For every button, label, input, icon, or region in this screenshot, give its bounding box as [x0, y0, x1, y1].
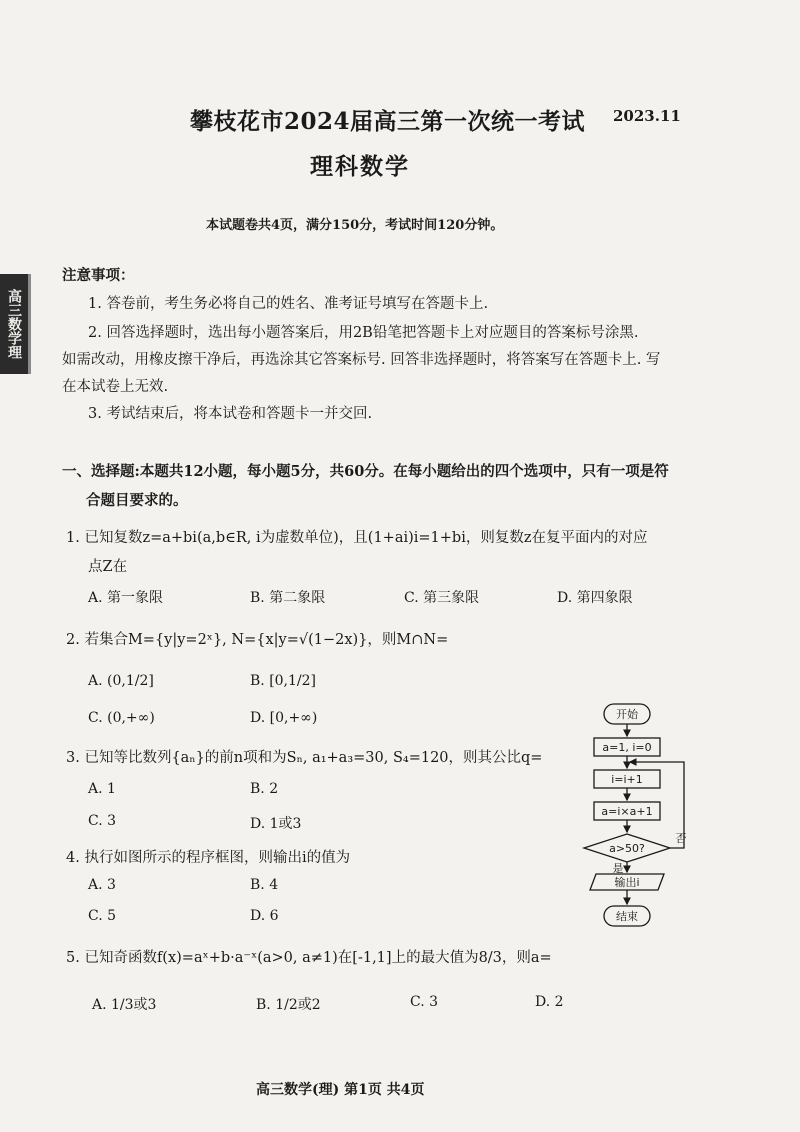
notes-item-2-cont2: 在本试卷上无效.: [62, 379, 169, 395]
page-footer: 高三数学(理) 第1页 共4页: [256, 1082, 425, 1098]
section-heading: 一、选择题:本题共12小题，每小题5分，共60分。在每小题给出的四个选项中，只有一项是符: [62, 463, 669, 480]
q5-option-c: C. 3: [410, 994, 439, 1010]
page-title: 攀枝花市2024届高三第一次统一考试: [190, 108, 586, 135]
q2-option-a: A. (0,1/2]: [88, 673, 154, 689]
q5-option-b: B. 1/2或2: [256, 997, 321, 1013]
q2-option-d: D. [0,+∞): [250, 710, 318, 726]
question-1-stem-cont: 点Z在: [88, 559, 128, 575]
q1-option-b: B. 第二象限: [250, 590, 326, 606]
flow-update-label: a=i×a+1: [601, 805, 653, 818]
flow-yes-label: 是: [612, 862, 624, 875]
q2-option-b: B. [0,1/2]: [250, 673, 317, 689]
notes-item-2-cont: 如需改动，用橡皮擦干净后，再选涂其它答案标号. 回答非选择题时，将答案写在答题卡上. 写: [62, 352, 661, 368]
flow-no-label: 否: [675, 832, 687, 845]
flow-increment-label: i=i+1: [611, 773, 643, 786]
q3-option-c: C. 3: [88, 813, 117, 829]
question-2-stem: 2. 若集合M={y|y=2ˣ}, N={x|y=√(1−2x)}，则M∩N=: [66, 632, 449, 648]
q1-option-c: C. 第三象限: [404, 590, 480, 606]
q4-option-d: D. 6: [250, 908, 279, 924]
q4-option-b: B. 4: [250, 877, 279, 893]
flowchart: [578, 700, 692, 932]
q4-option-c: C. 5: [88, 908, 117, 924]
notes-item-3: 3. 考试结束后，将本试卷和答题卡一并交回.: [88, 406, 373, 422]
flow-condition-label: a>50?: [609, 842, 645, 855]
q3-option-b: B. 2: [250, 781, 279, 797]
notes-heading: 注意事项：: [62, 267, 135, 284]
section-heading-cont: 合题目要求的。: [86, 492, 188, 509]
q4-option-a: A. 3: [88, 877, 116, 893]
question-3-stem: 3. 已知等比数列{aₙ}的前n项和为Sₙ, a₁+a₃=30, S₄=120，则其公比q=: [66, 750, 543, 766]
q2-option-c: C. (0,+∞): [88, 710, 155, 726]
side-tab-label: 高三数学理: [0, 274, 31, 374]
question-5-stem: 5. 已知奇函数f(x)=aˣ+b·a⁻ˣ(a>0, a≠1)在[-1,1]上的最大值为8/3，则a=: [66, 950, 552, 966]
q5-option-a: A. 1/3或3: [92, 997, 157, 1013]
flow-end-label: 结束: [616, 910, 638, 923]
exam-date: 2023.11: [613, 107, 681, 125]
q1-option-d: D. 第四象限: [557, 590, 633, 606]
q3-option-d: D. 1或3: [250, 816, 302, 832]
notes-item-2: 2. 回答选择题时，选出每小题答案后，用2B铅笔把答题卡上对应题目的答案标号涂黑.: [88, 325, 639, 341]
q1-option-a: A. 第一象限: [88, 590, 164, 606]
flow-start-label: 开始: [616, 708, 638, 721]
exam-info: 本试题卷共4页，满分150分，考试时间120分钟。: [206, 218, 504, 233]
flow-output-label: 输出i: [614, 876, 640, 889]
flow-init-label: a=1, i=0: [602, 741, 652, 754]
notes-item-1: 1. 答卷前，考生务必将自己的姓名、准考证号填写在答题卡上.: [88, 296, 489, 312]
question-1-stem: 1. 已知复数z=a+bi(a,b∈R, i为虚数单位)，且(1+ai)i=1+bi，则复数z在复平面内的对应: [66, 530, 648, 546]
page-subtitle: 理科数学: [310, 153, 410, 180]
q3-option-a: A. 1: [88, 781, 116, 797]
question-4-stem: 4. 执行如图所示的程序框图，则输出i的值为: [66, 850, 351, 866]
q5-option-d: D. 2: [535, 994, 564, 1010]
